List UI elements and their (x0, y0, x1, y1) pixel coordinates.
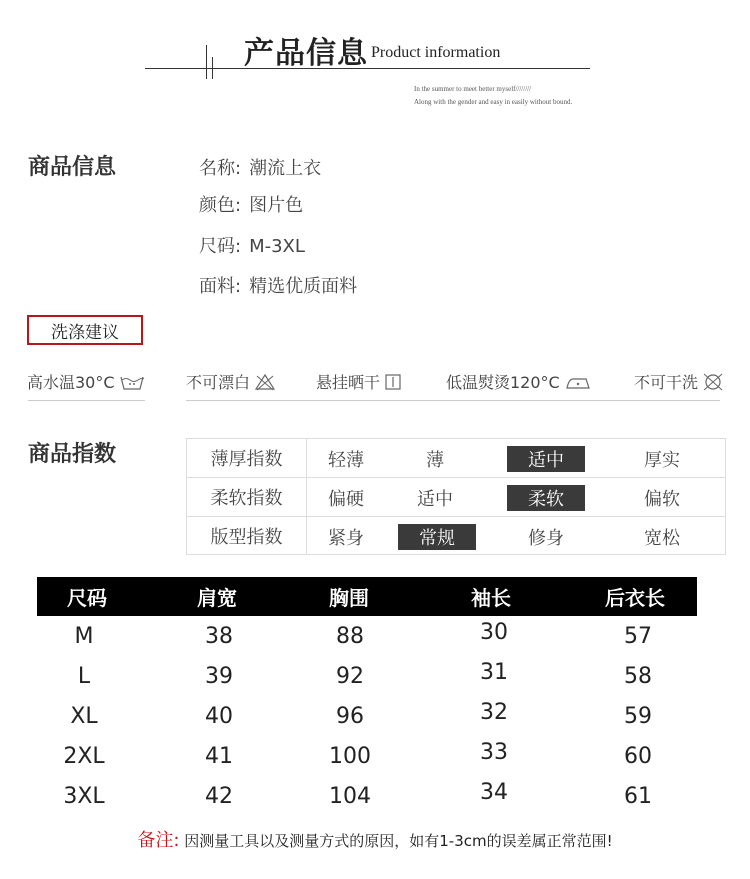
header-subtitle: Along with the gender and easy in easily without bound. (414, 98, 573, 106)
info-label: 颜色: (199, 195, 242, 216)
divider (28, 400, 145, 401)
size-header-cell: 胸围 (329, 586, 369, 610)
size-cell: 41 (205, 744, 233, 769)
index-label: 柔软指数 (187, 478, 307, 516)
info-row (199, 191, 303, 217)
size-cell: 38 (205, 624, 233, 649)
iron-low-icon (564, 373, 592, 391)
care-label: 不可漂白 (186, 373, 251, 392)
header-tick (206, 45, 207, 79)
size-cell: 3XL (63, 784, 105, 809)
note-text: 因测量工具以及测量方式的原因，如有1-3cm的误差属正常范围! (184, 832, 613, 850)
index-option-selected: 适中 (507, 446, 585, 472)
hang-dry-icon (384, 373, 402, 391)
size-cell: 61 (624, 784, 652, 809)
index-option: 偏软 (644, 489, 680, 510)
no-dry-clean-icon (702, 372, 724, 392)
size-cell: 58 (624, 664, 652, 689)
size-cell: 40 (205, 704, 233, 729)
index-label: 薄厚指数 (187, 439, 307, 477)
index-table (186, 438, 726, 555)
size-cell: 34 (480, 780, 508, 805)
size-cell: 100 (329, 744, 371, 769)
care-item (186, 370, 276, 393)
info-row (199, 272, 357, 298)
size-header-cell: 尺码 (67, 586, 107, 610)
index-row (187, 439, 725, 478)
size-cell: 60 (624, 744, 652, 769)
info-row (199, 232, 305, 258)
size-cell: 30 (480, 620, 508, 645)
size-cell: 33 (480, 740, 508, 765)
index-label: 版型指数 (187, 517, 307, 555)
header-subtitle: In the summer to meet better myself//////// (414, 85, 532, 93)
washing-title: 洗涤建议 (27, 315, 143, 345)
care-item (446, 370, 592, 393)
size-table-header (37, 577, 697, 616)
info-value: M-3XL (249, 236, 305, 257)
wash-tub-icon (119, 373, 145, 391)
size-cell: 59 (624, 704, 652, 729)
size-cell: 31 (480, 660, 508, 685)
care-label: 不可干洗 (634, 373, 699, 392)
size-cell: 42 (205, 784, 233, 809)
index-option-selected: 柔软 (507, 485, 585, 511)
size-cell: 57 (624, 624, 652, 649)
info-label: 面料: (199, 276, 242, 297)
size-header-cell: 肩宽 (197, 586, 237, 610)
index-option: 适中 (417, 489, 453, 510)
index-option: 偏硬 (328, 489, 364, 510)
section-title-product-info: 商品信息 (28, 155, 117, 180)
page-title: 产品信息 (244, 36, 368, 71)
size-cell: 96 (336, 704, 364, 729)
care-label: 低温熨烫120°C (446, 373, 560, 392)
index-row (187, 517, 725, 556)
index-option: 紧身 (328, 528, 364, 549)
index-option: 宽松 (644, 528, 680, 549)
care-label: 悬挂晒干 (316, 373, 381, 392)
info-label: 名称: (199, 158, 242, 179)
index-row (187, 478, 725, 517)
index-option-selected: 常规 (398, 524, 476, 550)
size-cell: L (77, 664, 91, 689)
care-label: 高水温30°C (27, 373, 115, 392)
no-bleach-icon (254, 373, 276, 391)
size-cell: 92 (336, 664, 364, 689)
info-value: 精选优质面料 (249, 276, 358, 297)
divider (186, 400, 720, 401)
size-cell: 88 (336, 624, 364, 649)
note (0, 826, 750, 852)
index-option: 修身 (528, 528, 564, 549)
index-option: 薄 (426, 450, 444, 471)
index-option: 厚实 (644, 450, 680, 471)
page-title-en: Product information (371, 44, 501, 61)
size-cell: XL (70, 704, 98, 729)
info-value: 潮流上衣 (249, 158, 322, 179)
size-cell: M (74, 624, 94, 649)
section-title-index: 商品指数 (28, 442, 117, 467)
care-item (27, 370, 145, 393)
info-value: 图片色 (249, 195, 304, 216)
size-cell: 104 (329, 784, 371, 809)
care-item (634, 370, 724, 393)
size-cell: 32 (480, 700, 508, 725)
note-label: 备注: (137, 830, 180, 851)
care-item (316, 370, 402, 393)
index-option: 轻薄 (328, 450, 364, 471)
info-row (199, 154, 321, 180)
info-label: 尺码: (199, 236, 242, 257)
care-instructions (0, 370, 750, 400)
size-header-cell: 袖长 (471, 586, 511, 610)
size-header-cell: 后衣长 (605, 586, 665, 610)
size-cell: 39 (205, 664, 233, 689)
size-cell: 2XL (63, 744, 105, 769)
